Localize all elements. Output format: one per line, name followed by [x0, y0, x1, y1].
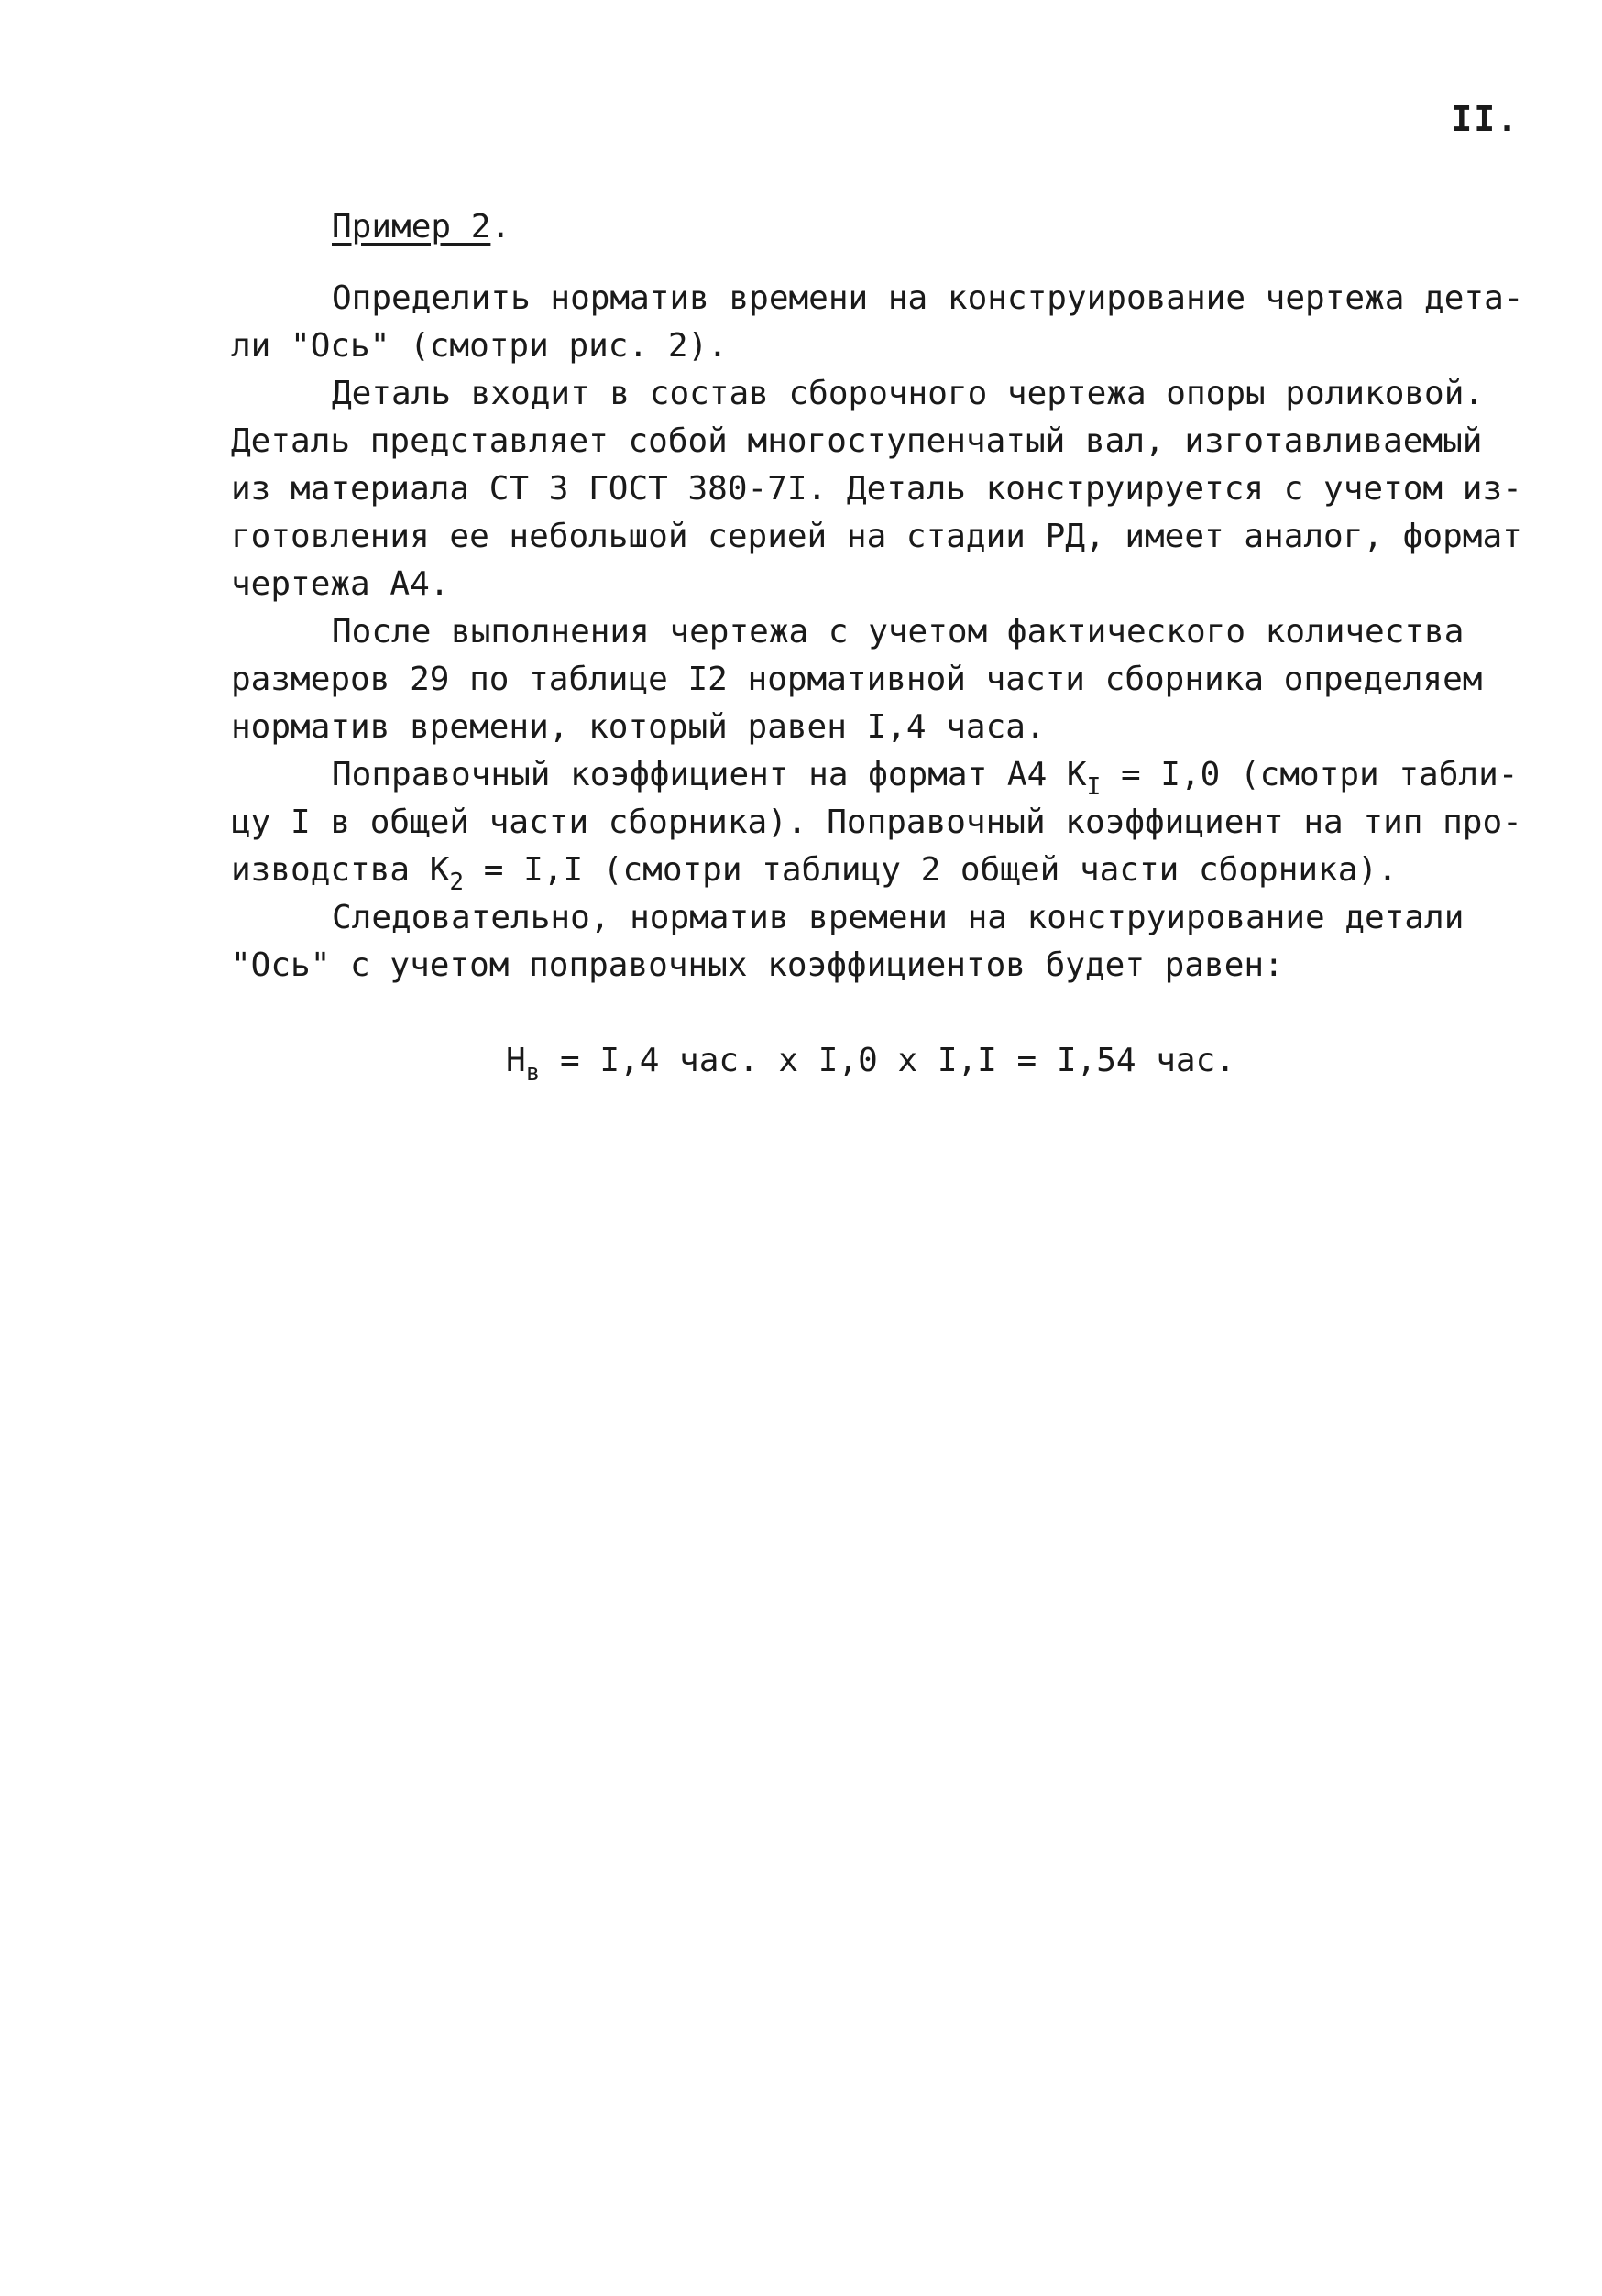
paragraph-line	[231, 751, 1532, 799]
text-run: = I,I (смотри таблицу 2 общей части сборника).	[464, 851, 1398, 889]
paragraph-line: из материала СТ 3 ГОСТ 380-7I. Деталь конструируется с учетом из-	[231, 470, 1522, 508]
text-run: изводства К	[231, 851, 450, 889]
paragraph-line: Деталь входит в состав сборочного чертежа опоры роликовой.	[332, 375, 1485, 412]
text-run: = I,0 (смотри табли-	[1101, 756, 1519, 793]
paragraph-line: чертежа А4.	[231, 565, 450, 603]
formula-symbol: Н	[506, 1042, 526, 1079]
example-heading-dot: .	[490, 208, 511, 246]
paragraph-line: После выполнения чертежа с учетом фактического количества	[332, 613, 1465, 651]
formula-expression: = I,4 час. х I,0 х I,I = I,54 час.	[540, 1042, 1235, 1079]
paragraph-line: ли "Ось" (смотри рис. 2).	[231, 327, 728, 365]
paragraph-5	[231, 894, 1532, 989]
example-heading-label: Пример 2	[332, 208, 491, 246]
paragraph-line: Определить норматив времени на конструирование чертежа дета-	[332, 279, 1524, 317]
page-number: II.	[1451, 99, 1520, 139]
paragraph-line: размеров 29 по таблице I2 нормативной части сборника определяем	[231, 661, 1483, 698]
page-content	[231, 203, 1532, 1085]
example-heading	[332, 203, 1532, 251]
paragraph-line: "Ось" с учетом поправочных коэффициентов будет равен:	[231, 946, 1284, 984]
formula-symbol-subscript: в	[525, 1059, 541, 1087]
paragraph-line	[231, 847, 1532, 894]
paragraph-line: Следовательно, норматив времени на конструирование детали	[332, 899, 1465, 936]
paragraph-line: норматив времени, который равен I,4 часа.	[231, 708, 1046, 746]
time-norm-formula	[231, 1037, 1532, 1085]
paragraph-line: Деталь представляет собой многоступенчатый вал, изготавливаемый	[231, 422, 1483, 460]
subscript: I	[1086, 773, 1102, 801]
text-run: Поправочный коэффициент на формат А4 К	[332, 756, 1087, 793]
paragraph-line: цу I в общей части сборника). Поправочный коэффициент на тип про-	[231, 804, 1522, 841]
paragraph-line: готовления ее небольшой серией на стадии РД, имеет аналог, формат	[231, 518, 1522, 555]
subscript: 2	[449, 869, 465, 896]
paragraph-1	[231, 275, 1532, 370]
paragraph-4	[231, 751, 1532, 894]
paragraph-2	[231, 370, 1532, 608]
paragraph-3	[231, 608, 1532, 751]
